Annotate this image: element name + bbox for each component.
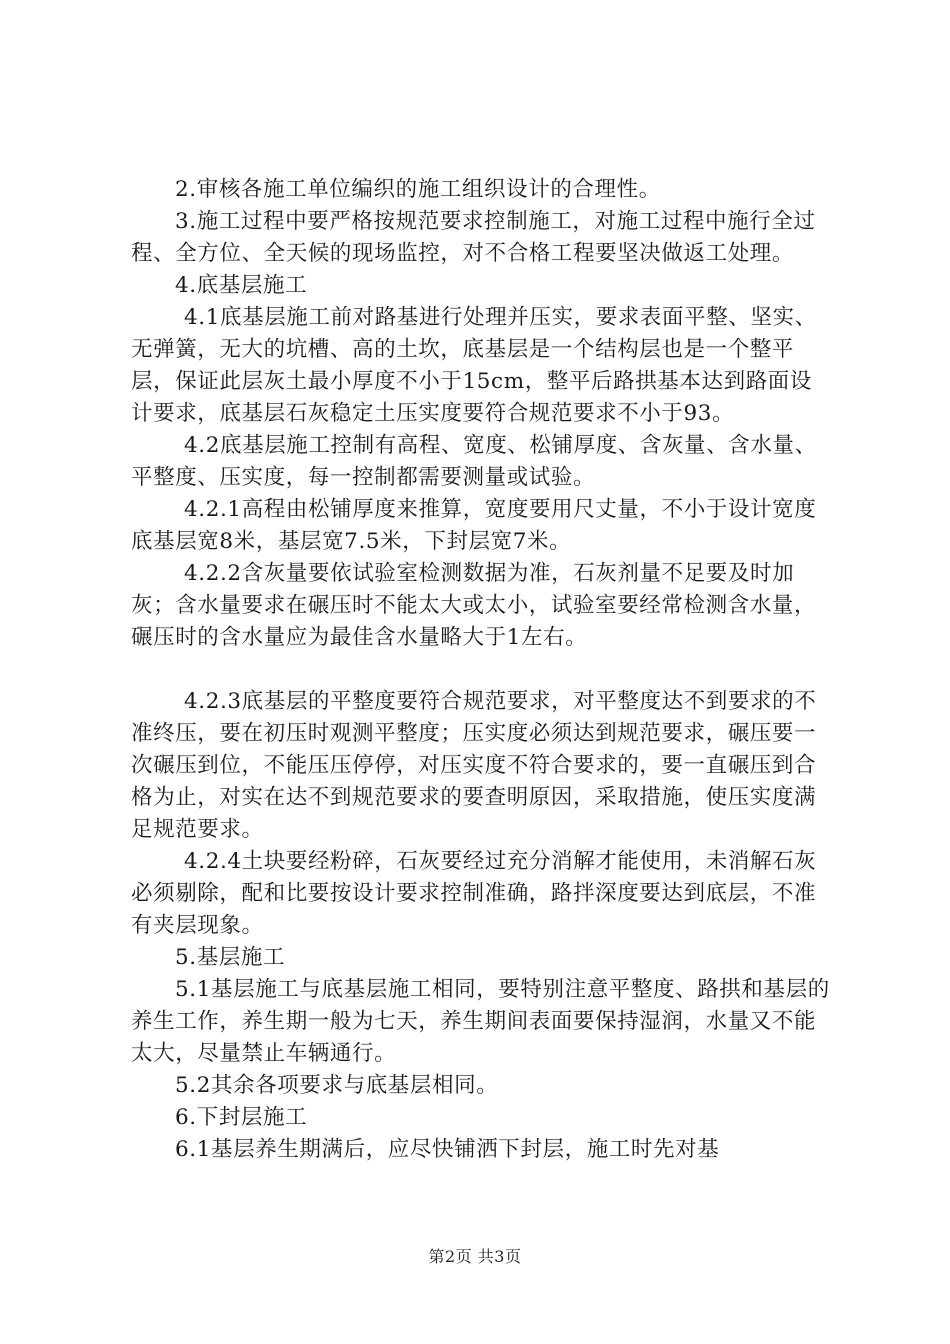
paragraph: 4.2.2含灰量要依试验室检测数据为准，石灰剂量不足要及时加灰；含水量要求在碾压时不能太大或太小，试验室要经常检测含水量，碾压时的含水量应为最佳含水量略大于1左右。 — [131, 561, 817, 650]
paragraph: 4.2底基层施工控制有高程、宽度、松铺厚度、含灰量、含水量、平整度、压实度，每一控制都需要测量或试验。 — [131, 433, 817, 490]
document-body — [131, 174, 831, 1166]
paragraph: 3.施工过程中要严格按规范要求控制施工，对施工过程中施行全过程、全方位、全天候的现场监控，对不合格工程要坚决做返工处理。 — [131, 209, 816, 266]
section-heading: 6.下封层施工 — [175, 1105, 308, 1130]
section-heading: 4.底基层施工 — [175, 273, 308, 298]
paragraph: 5.1基层施工与底基层施工相同，要特别注意平整度、路拱和基层的养生工作，养生期一般为七天，养生期间表面要保持湿润，水量又不能太大，尽量禁止车辆通行。 — [131, 977, 830, 1066]
paragraph: 4.2.3底基层的平整度要符合规范要求，对平整度达不到要求的不准终压，要在初压时观测平整度；压实度必须达到规范要求，碾压要一次碾压到位，不能压压停停，对压实度不符合要求的，要一直碾压到合格为止，对实在达不到规范要求的要查明原因，采取措施，使压实度满足规范要求。 — [131, 689, 817, 842]
paragraph: 2.审核各施工单位编织的施工组织设计的合理性。 — [175, 177, 661, 202]
paragraph: 4.2.4土块要经粉碎，石灰要经过充分消解才能使用，未消解石灰必须剔除，配和比要按设计要求控制准确，路拌深度要达到底层，不准有夹层现象。 — [131, 849, 817, 938]
paragraph: 6.1基层养生期满后，应尽快铺洒下封层，施工时先对基 — [175, 1137, 720, 1162]
section-heading: 5.基层施工 — [175, 945, 286, 970]
paragraph: 4.2.1高程由松铺厚度来推算，宽度要用尺丈量，不小于设计宽度底基层宽8米，基层宽7.5米，下封层宽7米。 — [131, 497, 817, 554]
paragraph: 4.1底基层施工前对路基进行处理并压实，要求表面平整、坚实、无弹簧，无大的坑槽、高的土坎，底基层是一个结构层也是一个整平层，保证此层灰土最小厚度不小于15cm，整平后路拱基本达到路面设计要求，底基层石灰稳定土压实度要符合规范要求不小于93。 — [131, 305, 817, 426]
page-number-footer: 第2页 共3页 — [428, 1247, 522, 1266]
paragraph: 5.2其余各项要求与底基层相同。 — [175, 1073, 499, 1098]
